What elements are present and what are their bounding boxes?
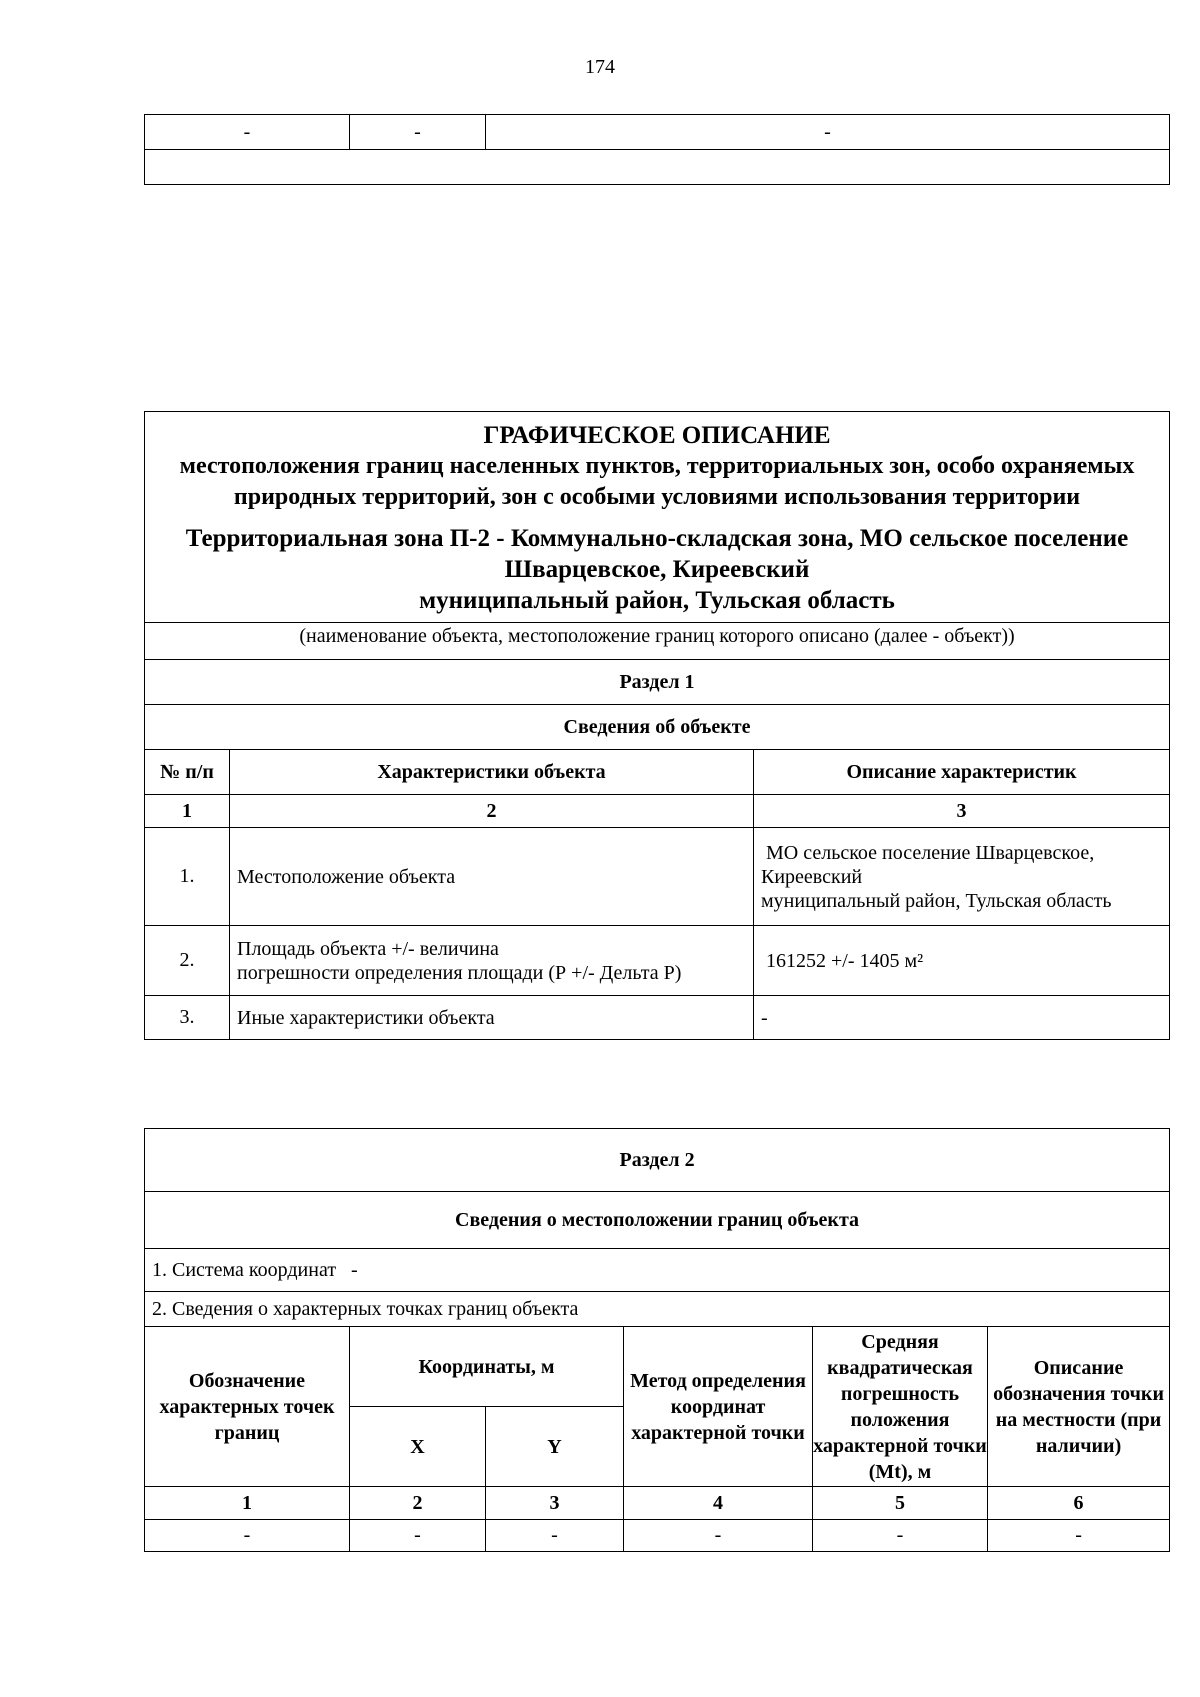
- column-number: 3: [754, 795, 1170, 828]
- column-header-method: Метод определения координат характерной точки: [624, 1327, 813, 1487]
- table-cell: -: [624, 1520, 813, 1552]
- title-caption: (наименование объекта, местоположение границ которого описано (далее - объект)): [145, 623, 1170, 660]
- coordinate-system: 1. Система координат -: [145, 1249, 1170, 1292]
- section2-table: [144, 1128, 1170, 1552]
- document-title: [145, 412, 1170, 623]
- column-header: Описание характеристик: [754, 750, 1170, 795]
- column-header-coordinates: Координаты, м: [350, 1327, 624, 1407]
- continuation-table: [144, 114, 1170, 185]
- column-number: 4: [624, 1487, 813, 1520]
- section1-heading: Сведения об объекте: [145, 705, 1170, 750]
- characteristic-description: 161252 +/- 1405 м²: [754, 926, 1170, 996]
- section1-label: Раздел 1: [145, 660, 1170, 705]
- column-number: 1: [145, 795, 230, 828]
- table-cell: -: [145, 115, 350, 150]
- table-row: [145, 926, 1170, 996]
- table-cell: -: [486, 115, 1170, 150]
- table-row: [145, 150, 1170, 185]
- column-number-row: [145, 1487, 1170, 1520]
- column-number: 1: [145, 1487, 350, 1520]
- description-line: МО сельское поселение Шварцевское, Киреевский: [761, 841, 1100, 888]
- section1-table: [144, 411, 1170, 1040]
- column-header-description: Описание обозначения точки на местности (при наличии): [988, 1327, 1170, 1487]
- section2-heading: Сведения о местоположении границ объекта: [145, 1192, 1170, 1249]
- title-line1: ГРАФИЧЕСКОЕ ОПИСАНИЕ: [483, 422, 831, 449]
- column-number-row: [145, 795, 1170, 828]
- row-number: 2.: [145, 926, 230, 996]
- table-header-row: [145, 1327, 1170, 1407]
- title-line2: местоположения границ населенных пунктов, территориальных зон, особо охраняемых природных территорий, зон с особыми условиями использования территории: [179, 453, 1135, 510]
- column-header-designation: Обозначение характерных точек границ: [145, 1327, 350, 1487]
- row-number: 3.: [145, 996, 230, 1040]
- column-number: 5: [813, 1487, 988, 1520]
- table-cell: -: [486, 1520, 624, 1552]
- page-number: 174: [585, 56, 615, 78]
- characteristic-description: [754, 828, 1170, 926]
- table-row: [145, 828, 1170, 926]
- column-number: 2: [350, 1487, 486, 1520]
- table-row: [145, 1520, 1170, 1552]
- zone-name: Территориальная зона П-2 - Коммунально-складская зона, МО сельское поселение Шварцевское, Киреевский: [185, 525, 1129, 583]
- column-number: 2: [230, 795, 754, 828]
- column-number: 3: [486, 1487, 624, 1520]
- row-number: 1.: [145, 828, 230, 926]
- table-header-row: [145, 750, 1170, 795]
- column-header: Характеристики объекта: [230, 750, 754, 795]
- section2-label: Раздел 2: [145, 1129, 1170, 1192]
- zone-location: муниципальный район, Тульская область: [419, 587, 895, 614]
- points-info: 2. Сведения о характерных точках границ объекта: [145, 1292, 1170, 1327]
- column-header-x: X: [350, 1407, 486, 1487]
- column-header: № п/п: [145, 750, 230, 795]
- characteristic-description: -: [754, 996, 1170, 1040]
- characteristic-name: Местоположение объекта: [230, 828, 754, 926]
- table-row: [145, 996, 1170, 1040]
- table-cell: -: [988, 1520, 1170, 1552]
- table-cell: -: [145, 1520, 350, 1552]
- table-row: [145, 115, 1170, 150]
- column-header-error: Средняя квадратическая погрешность положения характерной точки (Mt), м: [813, 1327, 988, 1487]
- characteristic-name: [230, 926, 754, 996]
- table-cell: -: [813, 1520, 988, 1552]
- column-number: 6: [988, 1487, 1170, 1520]
- column-header-y: Y: [486, 1407, 624, 1487]
- table-cell: -: [350, 1520, 486, 1552]
- name-line: погрешности определения площади (Р +/- Дельта Р): [237, 961, 682, 984]
- table-cell: -: [350, 115, 486, 150]
- name-line: Площадь объекта +/- величина: [237, 937, 499, 960]
- empty-cell: [145, 150, 1170, 185]
- characteristic-name: Иные характеристики объекта: [230, 996, 754, 1040]
- description-line: муниципальный район, Тульская область: [761, 889, 1112, 912]
